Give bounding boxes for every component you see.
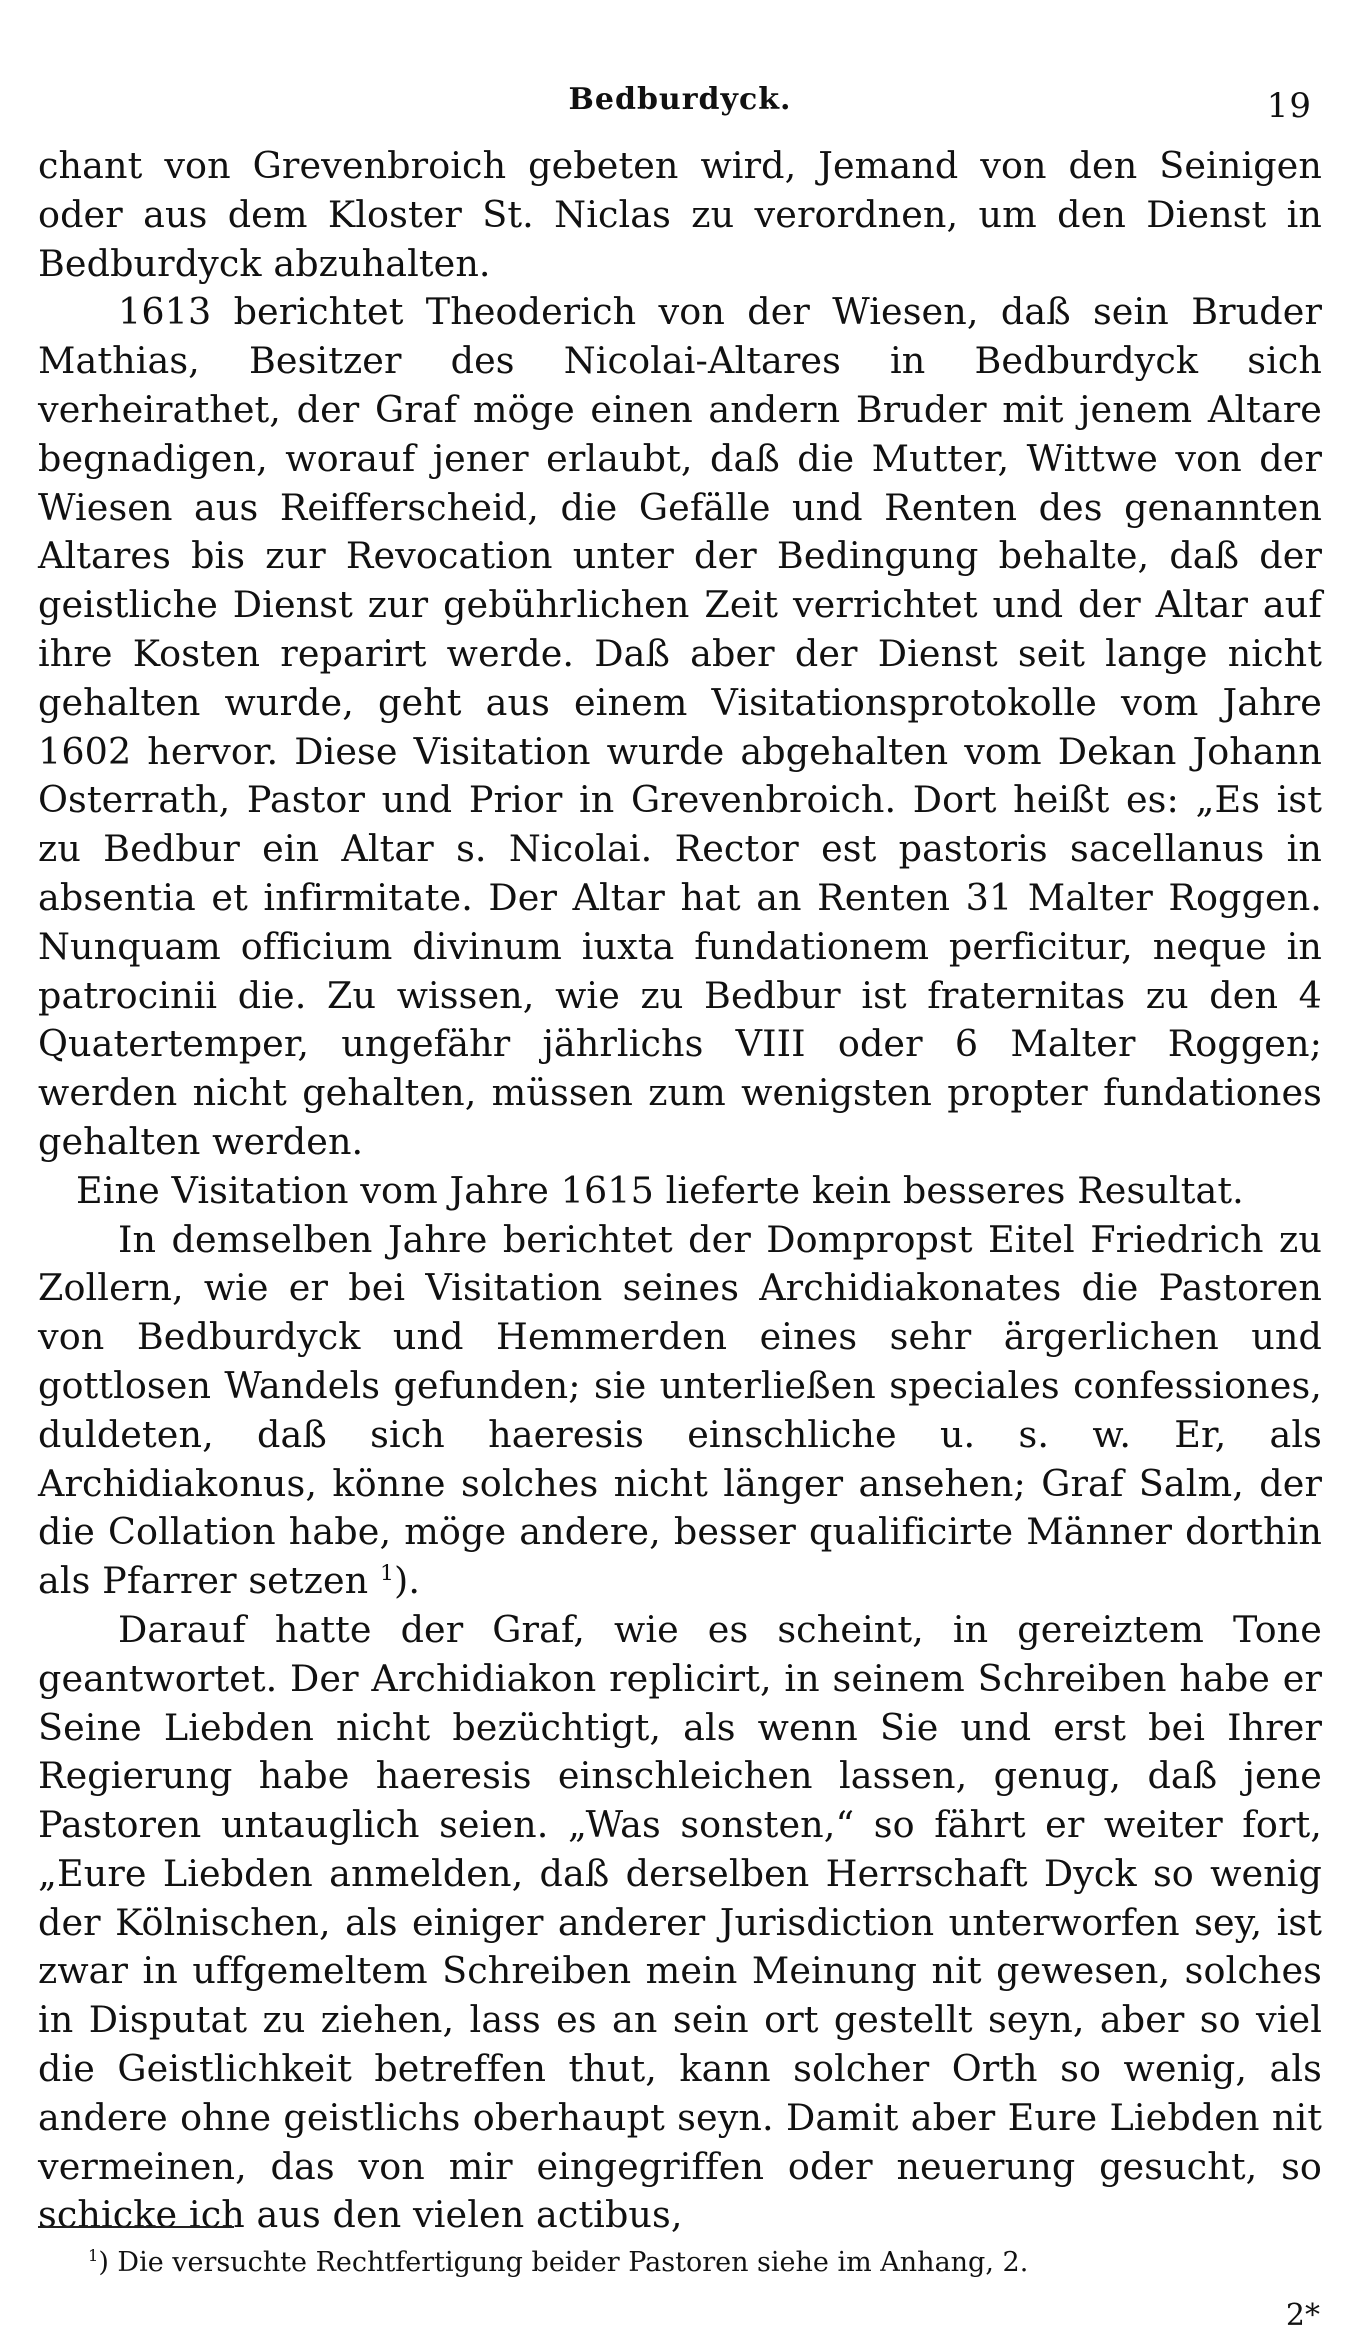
- footnote-reference: 1: [380, 1560, 395, 1586]
- paragraph-with-footnote: [38, 1216, 1322, 1606]
- running-title: Bedburdyck.: [568, 82, 792, 117]
- paragraph: Eine Visitation vom Jahre 1615 lieferte kein besseres Resultat.: [76, 1168, 1244, 1212]
- paragraph: 1613 berichtet Theoderich von der Wiesen, daß sein Bruder Mathias, Besitzer des Nicolai-Altares in Bedburdyck sich verheirathet, der Graf möge einen andern Bruder mit jenem Altare begnadigen, worauf jener erlaubt, daß die Mutter, Wittwe von der Wiesen aus Reifferscheid, die Gefälle und Renten des genannten Altares bis zur Revocation unter der Bedingung behalte, daß der geistliche Dienst zur gebührlichen Zeit verrichtet und der Altar auf ihre Kosten reparirt werde. Daß aber der Dienst seit lange nicht gehalten wurde, geht aus einem Visitationsprotokolle vom Jahre 1602 hervor. Diese Visitation wurde abgehalten vom Dekan Johann Osterrath, Pastor und Prior in Grevenbroich. Dort heißt es: „Es ist zu Bedbur ein Altar s. Nicolai. Rector est pastoris sacellanus in absentia et infirmitate. Der Altar hat an Renten 31 Malter Roggen. Nunquam officium divinum iuxta fundationem perficitur, neque in patrocinii die. Zu wissen, wie zu Bedbur ist fraternitas zu den 4 Quatertemper, ungefähr jährlichs VIII oder 6 Malter Roggen; werden nicht gehalten, müssen zum wenigsten propter fundationes gehalten werden.: [38, 290, 1322, 1163]
- paragraph-text: In demselben Jahre berichtet der Dompropst Eitel Friedrich zu Zollern, wie er bei Visitation seines Archidiakonates die Pastoren von Bedburdyck und Hemmerden eines sehr ärgerlichen und gottlosen Wandels gefunden; sie unterließen speciales confessiones, duldeten, daß sich haeresis einschliche u. s. w. Er, als Archidiakonus, könne solches nicht länger ansehen; Graf Salm, der die Collation habe, möge andere, besser qualificirte Männer dorthin als Pfarrer setzen: [38, 1217, 1322, 1603]
- paragraph: Darauf hatte der Graf, wie es scheint, in gereiztem Tone geantwortet. Der Archidiakon replicirt, in seinem Schreiben habe er Seine Liebden nicht bezüchtigt, als wenn Sie und erst bei Ihrer Regierung habe haeresis einschleichen lassen, genug, daß jene Pastoren untauglich seien. „Was sonsten,“ so fährt er weiter fort, „Eure Liebden anmelden, daß derselben Herrschaft Dyck so wenig der Kölnischen, als einiger anderer Jurisdiction unterworfen sey, ist zwar in uffgemeltem Schreiben mein Meinung nit gewesen, solches in Disputat zu ziehen, lass es an sein ort gestellt seyn, aber so viel die Geistlichkeit betreffen thut, kann solcher Orth so wenig, als andere ohne geistlichs oberhaupt seyn. Damit aber Eure Liebden nit vermeinen, das von mir eingegriffen oder neuerung gesucht, so schicke ich aus den vielen actibus,: [38, 1607, 1322, 2237]
- footnote-marker: 1: [88, 2246, 99, 2265]
- footnote-reference-close: ).: [394, 1559, 421, 1603]
- footnote: [88, 2246, 1288, 2280]
- signature-mark: 2*: [1285, 2298, 1320, 2333]
- page-number: 19: [1266, 86, 1312, 126]
- footnote-text: ) Die versuchte Rechtfertigung beider Pastoren siehe im Anhang, 2.: [98, 2247, 1029, 2278]
- body-text: [38, 142, 1322, 2240]
- paragraph: chant von Grevenbroich gebeten wird, Jemand von den Seinigen oder aus dem Kloster St. Niclas zu verordnen, um den Dienst in Bedburdyck abzuhalten.: [38, 144, 1322, 285]
- footnote-rule: [38, 2226, 234, 2228]
- running-head: [38, 82, 1322, 142]
